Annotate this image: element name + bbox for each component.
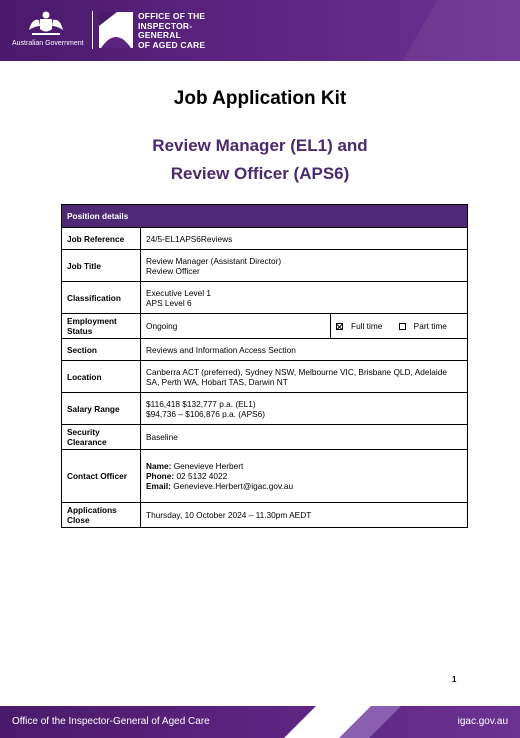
coat-of-arms-icon: [26, 8, 66, 38]
org-name: [138, 12, 205, 50]
row-value: [141, 450, 468, 503]
value-line: $116,418 $132,777 p.a. (EL1): [146, 398, 256, 409]
table-row: [62, 361, 468, 393]
table-row: [62, 393, 468, 425]
igac-logo-icon: [99, 12, 133, 48]
role-title-line: Review Manager (EL1) and: [152, 136, 368, 155]
table-row: [62, 503, 468, 528]
row-label: Employment Status: [62, 314, 141, 339]
row-value: 24/5-EL1APS6Reviews: [141, 228, 468, 250]
row-label: Section: [62, 339, 141, 361]
org-name-line: GENERAL: [138, 30, 181, 40]
contact-phone-value: 02 5132 4022: [176, 471, 228, 481]
contact-phone-label: Phone:: [146, 471, 175, 481]
row-value: Ongoing: [141, 314, 331, 339]
row-value: Baseline: [141, 425, 468, 450]
row-value: [141, 282, 468, 314]
org-name-line: INSPECTOR-: [138, 20, 193, 31]
contact-name-value: Genevieve Herbert: [173, 461, 244, 471]
part-time-option: [399, 321, 447, 331]
value-line: Review Officer: [146, 265, 200, 276]
page-number: 1: [452, 675, 457, 684]
row-value: Reviews and Information Access Section: [141, 339, 468, 361]
full-time-label: Full time: [351, 321, 383, 331]
employment-options: [331, 314, 468, 339]
header-divider: [92, 11, 93, 49]
table-row: [62, 228, 468, 250]
contact-email-value: Genevieve.Herbert@igac.gov.au: [173, 481, 294, 491]
row-label: Salary Range: [62, 393, 141, 425]
role-title: [0, 132, 520, 188]
contact-name-label: Name:: [146, 461, 172, 471]
contact-name: [146, 461, 462, 471]
position-details-table: [61, 204, 468, 528]
part-time-checkbox[interactable]: [399, 323, 406, 330]
table-row: [62, 425, 468, 450]
footer-org-name: Office of the Inspector-General of Aged Care: [12, 716, 210, 727]
role-title-line: Review Officer (APS6): [170, 164, 350, 183]
row-label: Contact Officer: [62, 450, 141, 503]
government-label: Australian Government: [12, 40, 84, 47]
value-line: APS Level 6: [146, 297, 192, 308]
row-label: Job Title: [62, 250, 141, 282]
row-value: Thursday, 10 October 2024 – 11.30pm AEDT: [141, 503, 468, 528]
value-line: Executive Level 1: [146, 287, 212, 298]
row-value: [141, 250, 468, 282]
org-name-line: OF AGED CARE: [138, 39, 206, 50]
table-heading: Position details: [62, 205, 468, 228]
row-label: Location: [62, 361, 141, 393]
table-row: [62, 314, 468, 339]
contact-phone: [146, 471, 462, 481]
org-name-line: OFFICE OF THE: [138, 11, 206, 21]
row-value: [141, 393, 468, 425]
full-time-checkbox[interactable]: [336, 323, 343, 330]
document-title: Job Application Kit: [173, 88, 347, 109]
full-time-option: [336, 321, 382, 331]
row-label: Security Clearance: [62, 425, 141, 450]
part-time-label: Part time: [413, 321, 447, 331]
footer-website: igac.gov.au: [457, 716, 508, 727]
row-label: Classification: [62, 282, 141, 314]
contact-email: [146, 481, 462, 491]
header-decoration: [402, 0, 520, 61]
contact-email-label: Email:: [146, 481, 171, 491]
value-line: Review Manager (Assistant Director): [146, 255, 282, 266]
value-line: $94,736 – $106,876 p.a. (APS6): [146, 408, 266, 419]
table-row: [62, 205, 468, 228]
row-label: Applications Close: [62, 503, 141, 528]
row-label: Job Reference: [62, 228, 141, 250]
table-row: [62, 282, 468, 314]
table-row: [62, 339, 468, 361]
page-footer: [0, 706, 520, 738]
row-value: Canberra ACT (preferred), Sydney NSW, Melbourne VIC, Brisbane QLD, Adelaide SA, Perth WA, Hobart TAS, Darwin NT: [141, 361, 468, 393]
table-row: [62, 250, 468, 282]
page-header: [0, 0, 520, 61]
table-row: [62, 450, 468, 503]
